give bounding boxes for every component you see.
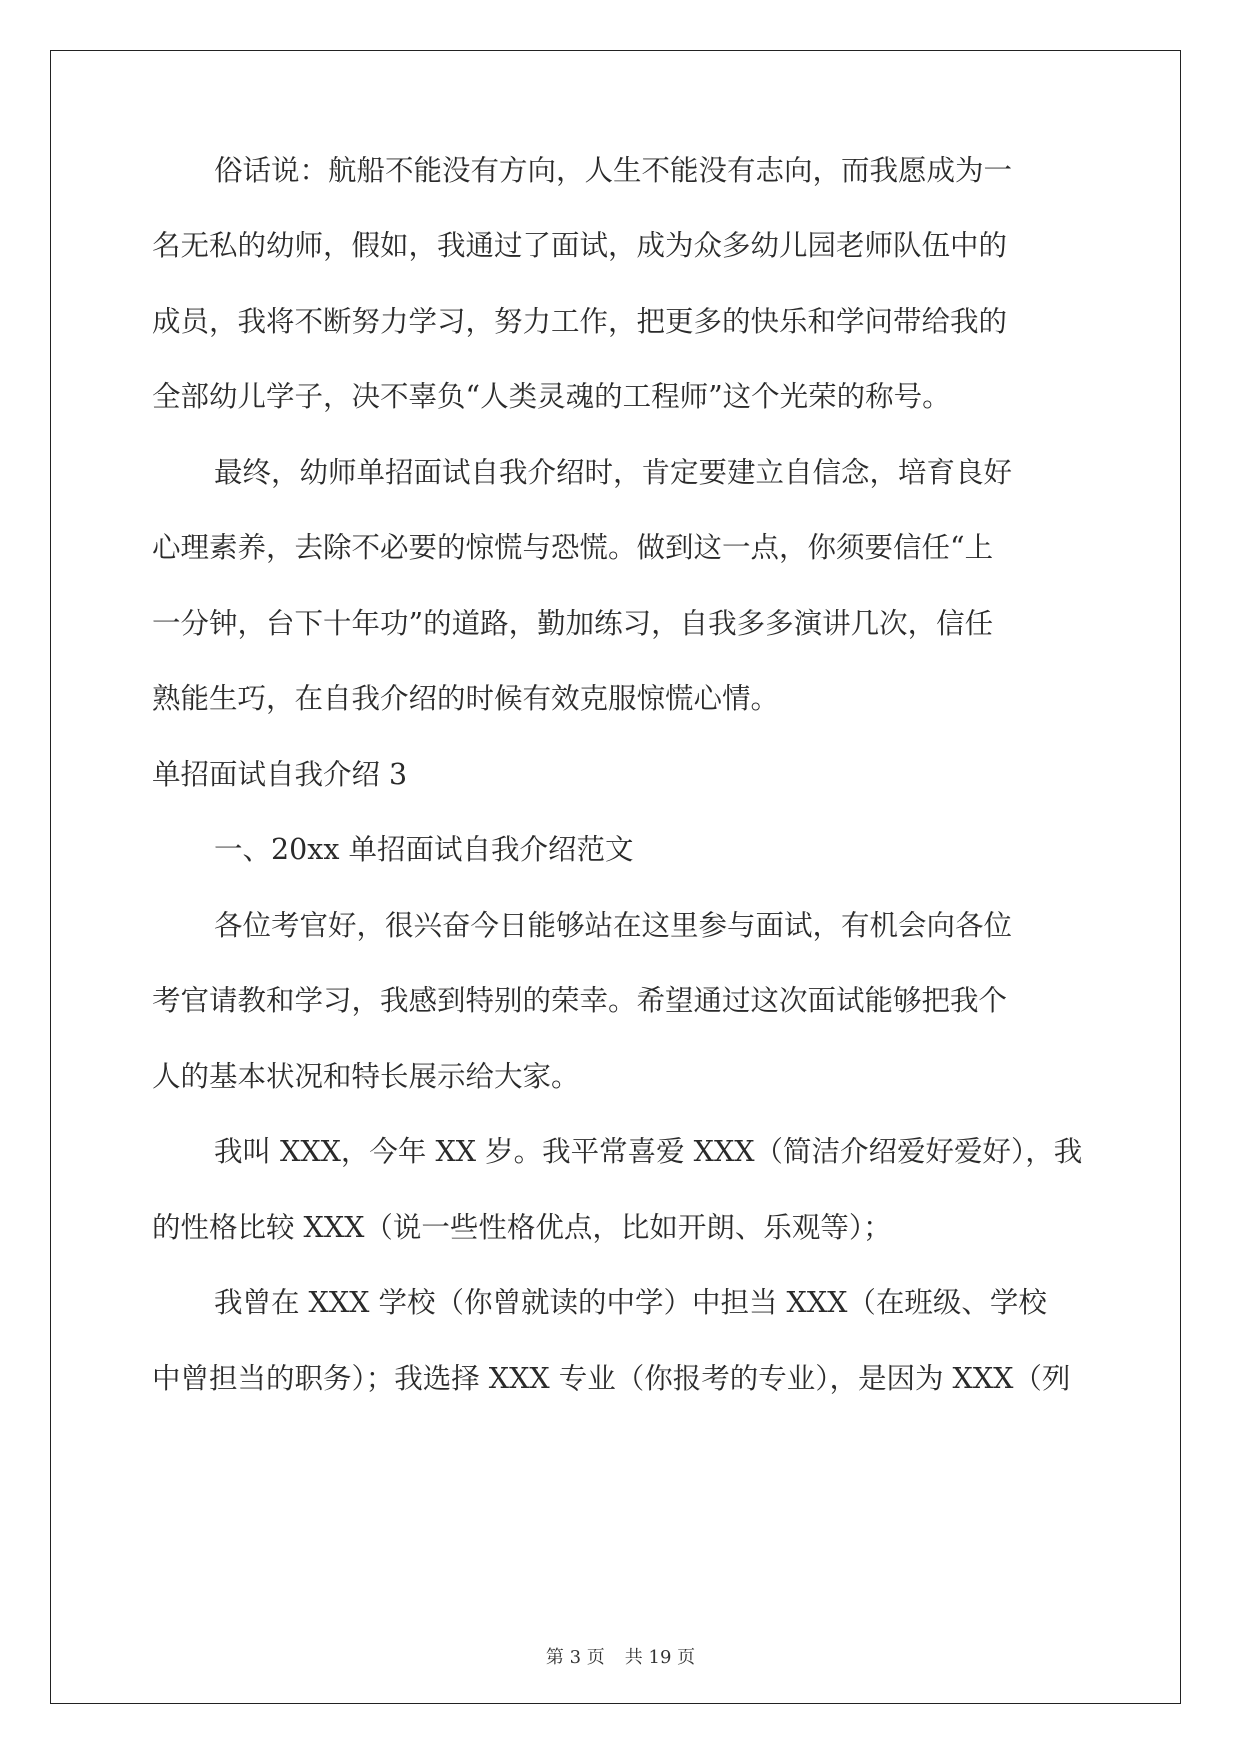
paragraph-line: 成员，我将不断努力学习，努力工作，把更多的快乐和学问带给我的 [152, 305, 1008, 338]
paragraph-line: 我叫 XXX，今年 XX 岁。我平常喜爱 XXX（简洁介绍爱好爱好），我 [214, 1135, 1083, 1168]
paragraph-line: 人的基本状况和特长展示给大家。 [152, 1060, 580, 1093]
page-number: 第 3 页 [545, 1647, 605, 1668]
paragraph-line: 熟能生巧，在自我介绍的时候有效克服惊慌心情。 [152, 682, 780, 715]
paragraph-line: 最终，幼师单招面试自我介绍时，肯定要建立自信念，培育良好 [214, 456, 1013, 489]
page-footer [0, 1643, 1241, 1669]
page-border [50, 50, 1181, 1704]
paragraph-line: 的性格比较 XXX（说一些性格优点，比如开朗、乐观等）； [152, 1211, 892, 1244]
section-heading: 单招面试自我介绍 3 [152, 758, 408, 791]
subsection-heading: 一、20xx 单招面试自我介绍范文 [214, 833, 634, 866]
paragraph-line: 俗话说：航船不能没有方向，人生不能没有志向，而我愿成为一 [214, 154, 1013, 187]
paragraph-line: 一分钟，台下十年功”的道路，勤加练习，自我多多演讲几次，信任 [152, 607, 994, 640]
paragraph-line: 考官请教和学习，我感到特别的荣幸。希望通过这次面试能够把我个 [152, 984, 1008, 1017]
paragraph-line: 中曾担当的职务）；我选择 XXX 专业（你报考的专业），是因为 XXX（列 [152, 1362, 1071, 1395]
paragraph-line: 心理素养，去除不必要的惊慌与恐慌。做到这一点，你须要信任“上 [152, 531, 994, 564]
paragraph-line: 名无私的幼师，假如，我通过了面试，成为众多幼儿园老师队伍中的 [152, 229, 1008, 262]
paragraph-line: 各位考官好，很兴奋今日能够站在这里参与面试，有机会向各位 [214, 909, 1013, 942]
paragraph-line: 我曾在 XXX 学校（你曾就读的中学）中担当 XXX（在班级、学校 [214, 1286, 1047, 1319]
page-total: 共 19 页 [624, 1647, 696, 1668]
paragraph-line: 全部幼儿学子，决不辜负“人类灵魂的工程师”这个光荣的称号。 [152, 380, 951, 413]
